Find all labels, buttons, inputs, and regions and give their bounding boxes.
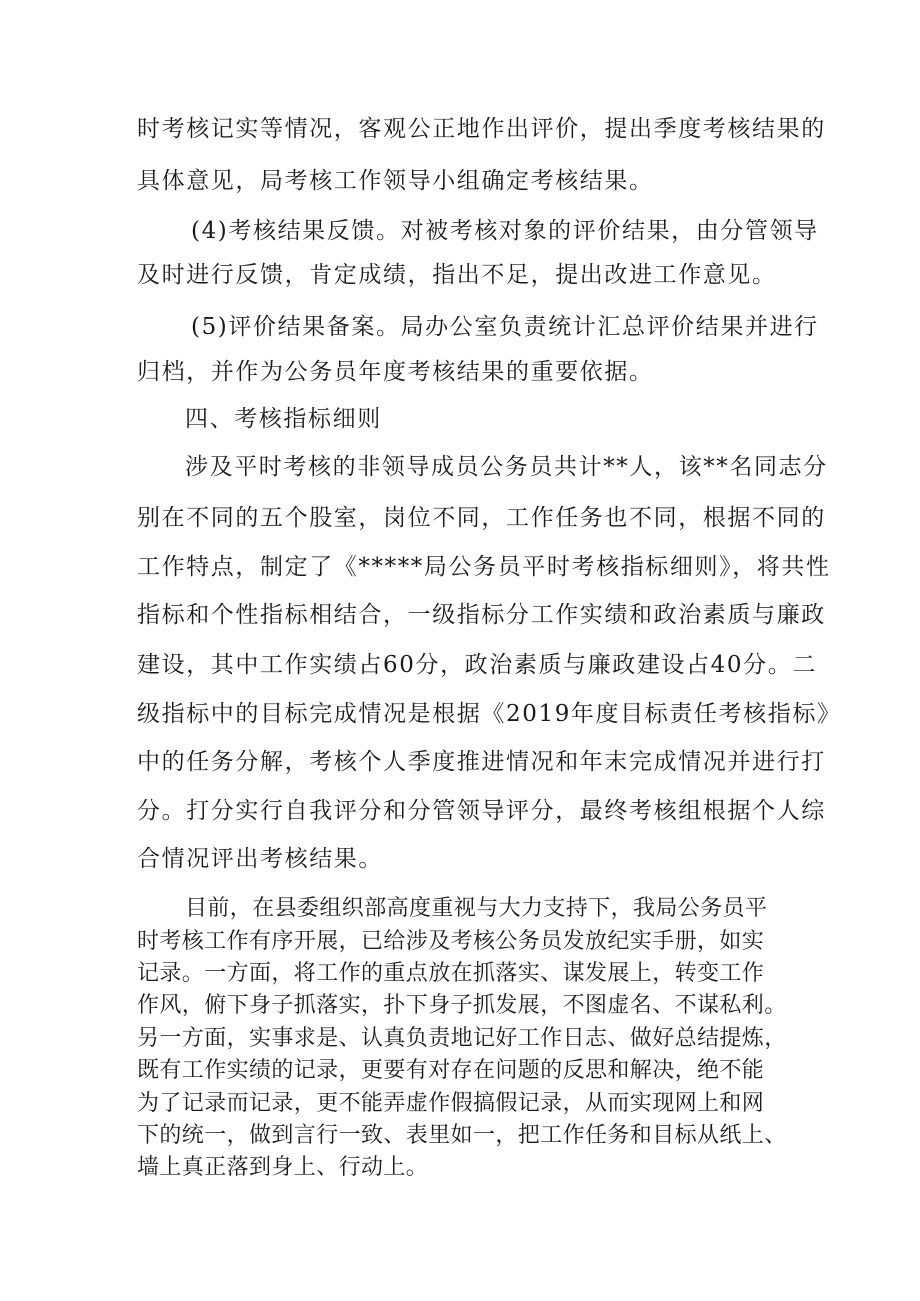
text-line: 工作特点，制定了《*****局公务员平时考核指标细则》，将共性 (137, 554, 831, 580)
text-line: 具体意见，局考核工作领导小组确定考核结果。 (137, 168, 654, 194)
text-line: 作风，俯下身子抓落实，扑下身子抓发展，不图虚名、不谋私利。 (137, 993, 787, 1018)
text-line: 分。打分实行自我评分和分管领导评分，最终考核组根据个人综 (137, 798, 826, 824)
section-heading: 四、考核指标细则 (185, 406, 382, 432)
item-4-heading: (4)考核结果反馈。对被考核对象的评价结果，由分管领导 (191, 218, 819, 244)
text-line: 合情况评出考核结果。 (137, 846, 383, 872)
text-line: 墙上真正落到身上、行动上。 (137, 1155, 429, 1180)
text-line: 级指标中的目标完成情况是根据《2019年度目标责任考核指标》 (137, 701, 842, 727)
item-5-heading: (5)评价结果备案。局办公室负责统计汇总评价结果并进行 (191, 314, 819, 340)
text-line: 另一方面，实事求是、认真负责地记好工作日志、做好总结提炼， (137, 1026, 787, 1051)
text-line: 既有工作实绩的记录，更要有对存在问题的反思和解决，绝不能 (137, 1058, 765, 1083)
text-line: 为了记录而记录，更不能弄虚作假搞假记录，从而实现网上和网 (137, 1091, 765, 1116)
text-line: 别在不同的五个股室，岗位不同，工作任务也不同，根据不同的 (137, 505, 826, 531)
text-line: 建设，其中工作实绩占60分，政治素质与廉政建设占40分。二 (137, 652, 817, 678)
text-line: 及时进行反馈，肯定成绩，指出不足，提出改进工作意见。 (137, 262, 777, 288)
text-line: 下的统一，做到言行一致、表里如一，把工作任务和目标从纸上、 (137, 1123, 787, 1148)
text-line: 时考核记实等情况，客观公正地作出评价，提出季度考核结果的 (137, 116, 826, 142)
text-line: 涉及平时考核的非领导成员公务员共计**人，该**名同志分 (185, 454, 828, 480)
text-line: 中的任务分解，考核个人季度推进情况和年末完成情况并进行打 (137, 749, 826, 775)
text-line: 记录。一方面，将工作的重点放在抓落实、谋发展上，转变工作 (137, 961, 765, 986)
text-line: 目前，在县委组织部高度重视与大力支持下，我局公务员平 (185, 896, 768, 921)
text-line: 指标和个性指标相结合，一级指标分工作实绩和政治素质与廉政 (137, 602, 826, 628)
text-line: 时考核工作有序开展，已给涉及考核公务员发放纪实手册，如实 (137, 929, 765, 954)
text-line: 归档，并作为公务员年度考核结果的重要依据。 (137, 359, 654, 385)
